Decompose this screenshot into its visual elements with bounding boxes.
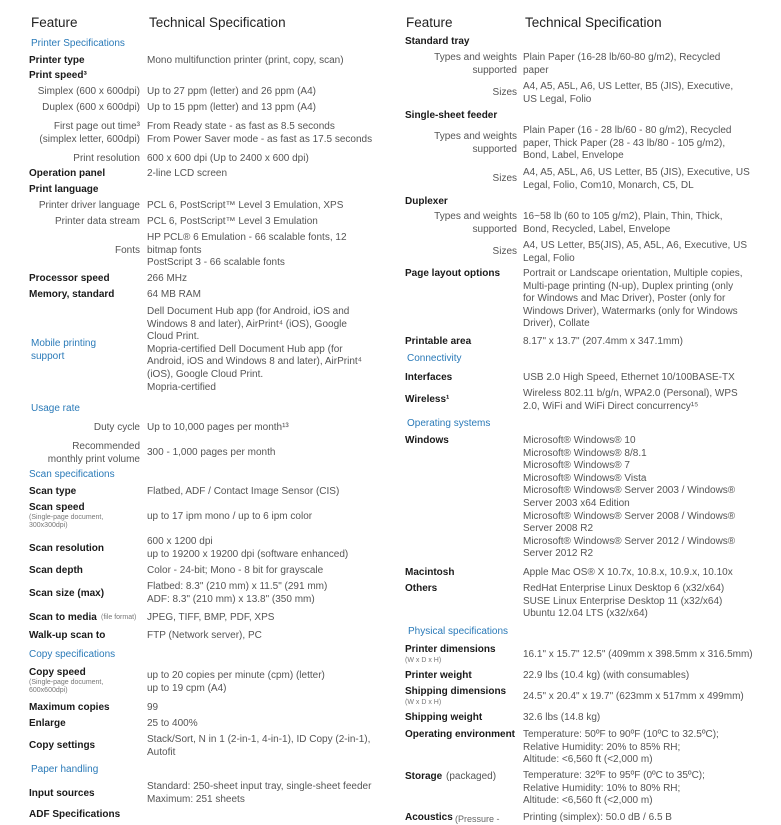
paper-heading: Paper handling [31, 764, 99, 775]
std-tray-heading: Standard tray [405, 36, 470, 47]
acoustics-note: (Pressure - [455, 814, 500, 824]
ssf-types-label: Types and weights supported [434, 131, 517, 155]
printable-label: Printable area [405, 336, 472, 347]
duty-label: Duty cycle [93, 422, 140, 433]
scan-type-value: Flatbed, ADF / Contact Image Sensor (CIS) [147, 486, 340, 497]
pweight-label: Printer weight [405, 670, 472, 681]
layout-label: Page layout options [405, 268, 501, 279]
simplex-label: Simplex (600 x 600dpi) [37, 86, 140, 97]
pweight-value: 22.9 lbs (10.4 kg) (with consumables) [523, 670, 690, 681]
scan-speed-value: up to 17 ipm mono / up to 6 ipm color [147, 511, 313, 522]
walkup-value: FTP (Network server), PC [147, 630, 262, 641]
std-sizes-value: A4, A5, A5L, A6, US Letter, B5 (JIS), Executive, US Legal, Folio [523, 81, 734, 105]
ssf-types-value: Plain Paper (16 - 28 lb/60 - 80 g/m2), Recycled paper, Thick Paper (28 - 43 lb/80 - 105 g/m2), Bond, Label, Envelope [523, 125, 732, 162]
adf-heading: ADF Specifications [29, 809, 121, 820]
driver-lang-value: PCL 6, PostScript™ Level 3 Emulation, XPS [147, 200, 344, 211]
spec-header: Technical Specification [149, 15, 286, 30]
openv-value: Temperature: 50ºF to 90ºF (10ºC to 32.5ºC); Relative Humidity: 20% to 85% RH; Altitude: <6,560 ft (<2,000 m) [523, 729, 719, 766]
phys-heading: Physical specifications [408, 626, 509, 637]
copy-speed-note: (Single-page document, 600x600dpi) [29, 679, 104, 694]
windows-value: Microsoft® Windows® 10 Microsoft® Windows® 8/8.1 Microsoft® Windows® 7 Microsoft® Windows® Vista Microsoft® Windows® Server 2003 / Windows® Server 2003 x64 Edition Microsoft® Windows® Server 2008 / Windows® Server 2008 R2 Microsoft® Windows® Server 2012 / Windows® Server 2012 R2 [523, 435, 736, 560]
wireless-value: Wireless 802.11 b/g/n, WPA2.0 (Personal), WPS 2.0, WiFi and WiFi Direct concurrency¹⁵ [523, 388, 738, 412]
scan-type-label: Scan type [29, 486, 77, 497]
copy-speed-value: up to 20 copies per minute (cpm) (letter) up to 19 cpm (A4) [147, 670, 325, 694]
std-types-label: Types and weights supported [434, 52, 517, 76]
acoustics-value: Printing (simplex): 50.0 dB / 6.5 B [523, 812, 672, 823]
scan-media-value: JPEG, TIFF, BMP, PDF, XPS [147, 612, 275, 623]
memory-label: Memory, standard [29, 289, 115, 300]
max-copies-value: 99 [147, 702, 159, 713]
printable-value: 8.17" x 13.7" (207.4mm x 347.1mm) [523, 336, 683, 347]
interfaces-label: Interfaces [405, 372, 453, 383]
data-stream-label: Printer data stream [54, 216, 140, 227]
sweight-value: 32.6 lbs (14.8 kg) [523, 712, 601, 723]
std-types-value: Plain Paper (16-28 lb/60-80 g/m2), Recycled paper [523, 52, 721, 76]
processor-label: Processor speed [29, 273, 110, 284]
dims-value: 16.1" x 15.7" 12.5" (409mm x 398.5mm x 316.5mm) [523, 649, 753, 660]
print-res-label: Print resolution [73, 153, 140, 164]
scan-specs-heading: Scan specifications [29, 469, 115, 480]
duplex-value: Up to 15 ppm (letter) and 13 ppm (A4) [147, 102, 316, 113]
storage-note: (packaged) [446, 771, 497, 782]
simplex-value: Up to 27 ppm (letter) and 26 ppm (A4) [147, 86, 316, 97]
scan-res-label: Scan resolution [29, 543, 105, 554]
print-lang-label: Print language [29, 184, 99, 195]
copy-specs-heading: Copy specifications [29, 649, 116, 660]
layout-value: Portrait or Landscape orientation, Multiple copies, Multi-page printing (N-up), Duplex printing (only for Windows and Mac Driver), Poster (only for Windows Driver), Watermarks (only for Windows Driver), Collate [523, 268, 743, 330]
os-heading: Operating systems [407, 418, 491, 429]
printer-specs-heading: Printer Specifications [31, 38, 125, 49]
acoustics-label: Acoustics [405, 812, 453, 823]
spec-header-right: Technical Specification [525, 15, 662, 30]
mac-label: Macintosh [405, 567, 455, 578]
monthly-value: 300 - 1,000 pages per month [147, 447, 276, 458]
scan-depth-value: Color - 24-bit; Mono - 8 bit for grayscale [147, 565, 324, 576]
usage-heading: Usage rate [31, 403, 80, 414]
memory-value: 64 MB RAM [147, 289, 201, 300]
print-speed-label: Print speed³ [29, 70, 87, 81]
sdims-value: 24.5" x 20.4" x 19.7" (623mm x 517mm x 499mm) [523, 691, 744, 702]
dx-types-value: 16~58 lb (60 to 105 g/m2), Plain, Thin, Thick, Bond, Recycled, Label, Envelope [523, 211, 723, 235]
mobile-value: Dell Document Hub app (for Android, iOS and Windows 8 and later), AirPrint⁴ (iOS), Google Cloud Print. Mopria-certified Dell Document Hub app (for Android, iOS and Windows 8 and later), AirPrint⁴ (iOS), Google Cloud Print. Mopria-certified [147, 306, 362, 393]
monthly-label: Recommended monthly print volume [47, 441, 140, 465]
scan-speed-note: (Single-page document, 300x300dpi) [29, 514, 104, 529]
mac-value: Apple Mac OS® X 10.7x, 10.8.x, 10.9.x, 10.10x [523, 567, 733, 578]
walkup-label: Walk-up scan to [29, 630, 106, 641]
scan-media-label: Scan to media [29, 612, 97, 623]
others-value: RedHat Enterprise Linux Desktop 6 (x32/x64) SUSE Linux Enterprise Desktop 11 (x32/x64) Ubuntu 12.04 LTS (x32/x64) [523, 583, 725, 620]
std-sizes-label: Sizes [492, 87, 517, 98]
interfaces-value: USB 2.0 High Speed, Ethernet 10/100BASE-TX [523, 372, 735, 383]
copy-speed-label: Copy speed [29, 667, 86, 678]
copy-settings-label: Copy settings [29, 740, 96, 751]
driver-lang-label: Printer driver language [38, 200, 140, 211]
mobile-label: Mobile printing support [31, 338, 97, 362]
ssf-sizes-label: Sizes [492, 173, 517, 184]
connectivity-heading: Connectivity [407, 353, 462, 364]
first-page-label: First page out time³ (simplex letter, 600dpi) [39, 121, 140, 145]
scan-size-value: Flatbed: 8.3" (210 mm) x 11.5" (291 mm) ADF: 8.3" (210 mm) x 13.8" (350 mm) [147, 581, 328, 605]
op-panel-value: 2-line LCD screen [147, 168, 228, 179]
wireless-label: Wireless¹ [405, 394, 450, 405]
input-value: Standard: 250-sheet input tray, single-sheet feeder Maximum: 251 sheets [147, 781, 372, 805]
sweight-label: Shipping weight [405, 712, 483, 723]
ssf-sizes-value: A4, A5, A5L, A6, US Letter, B5 (JIS), Executive, US Legal, Folio, Com10, Monarch, C5, DL [523, 167, 750, 191]
op-panel-label: Operation panel [29, 168, 106, 179]
enlarge-label: Enlarge [29, 718, 66, 729]
ssf-heading: Single-sheet feeder [405, 110, 498, 121]
processor-value: 266 MHz [147, 273, 188, 284]
windows-label: Windows [405, 435, 449, 446]
scan-depth-label: Scan depth [29, 565, 83, 576]
duty-value: Up to 10,000 pages per month¹³ [147, 422, 289, 433]
printer-type-label: Printer type [29, 55, 85, 66]
others-label: Others [405, 583, 438, 594]
input-label: Input sources [29, 788, 95, 799]
duplex-label: Duplex (600 x 600dpi) [42, 102, 140, 113]
dx-types-label: Types and weights supported [434, 211, 517, 235]
fonts-label: Fonts [114, 245, 140, 256]
printer-type-value: Mono multifunction printer (print, copy, scan) [147, 55, 344, 66]
dims-note: (W x D x H) [405, 657, 442, 664]
enlarge-value: 25 to 400% [147, 718, 198, 729]
max-copies-label: Maximum copies [29, 702, 110, 713]
openv-label: Operating environment [405, 729, 516, 740]
dims-label: Printer dimensions [405, 644, 496, 655]
sdims-note: (W x D x H) [405, 699, 442, 706]
feature-header: Feature [31, 15, 78, 30]
scan-media-note: (file format) [101, 614, 137, 621]
first-page-value: From Ready state - as fast as 8.5 seconds From Power Saver mode - as fast as 17.5 seconds [147, 121, 373, 145]
feature-header-right: Feature [406, 15, 453, 30]
storage-value: Temperature: 32ºF to 95ºF (0ºC to 35ºC); Relative Humidity: 10% to 80% RH; Altitude: <6,560 ft (<2,000 m) [523, 770, 705, 807]
data-stream-value: PCL 6, PostScript™ Level 3 Emulation [147, 216, 318, 227]
storage-label: Storage [405, 771, 443, 782]
copy-settings-value: Stack/Sort, N in 1 (2-in-1, 4-in-1), ID Copy (2-in-1), Autofit [147, 734, 371, 758]
duplexer-heading: Duplexer [405, 196, 448, 207]
sdims-label: Shipping dimensions [405, 686, 507, 697]
scan-speed-label: Scan speed [29, 502, 85, 513]
fonts-value: HP PCL® 6 Emulation - 66 scalable fonts, 12 bitmap fonts PostScript 3 - 66 scalable fonts [147, 232, 347, 269]
dx-sizes-value: A4, US Letter, B5(JIS), A5, A5L, A6, Executive, US Legal, Folio [523, 240, 748, 264]
scan-size-label: Scan size (max) [29, 588, 105, 599]
scan-res-value: 600 x 1200 dpi up to 19200 x 19200 dpi (software enhanced) [147, 536, 349, 560]
dx-sizes-label: Sizes [492, 246, 517, 257]
print-res-value: 600 x 600 dpi (Up to 2400 x 600 dpi) [147, 153, 309, 164]
